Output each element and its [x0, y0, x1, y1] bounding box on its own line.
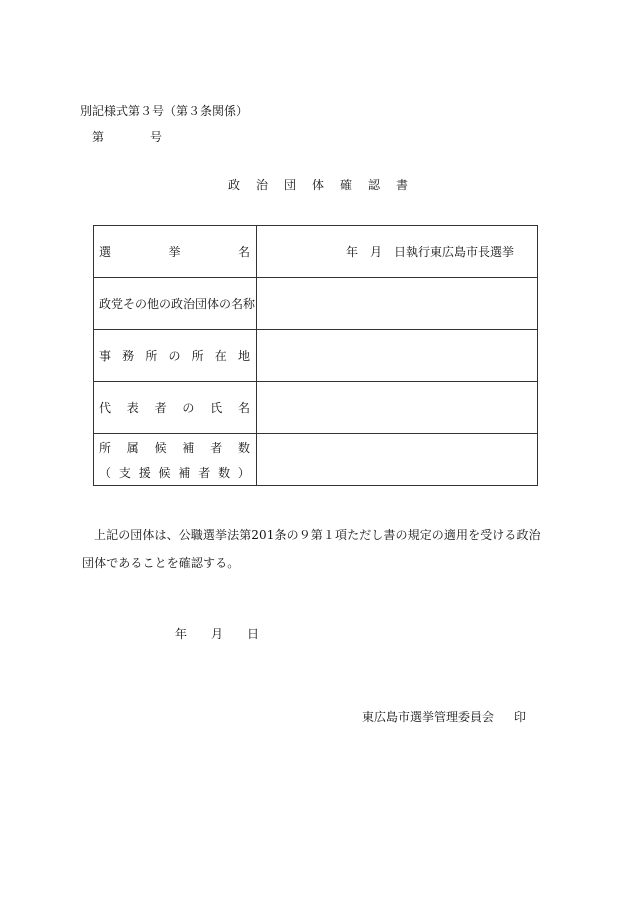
label-cell-election	[94, 226, 257, 278]
row-value-election: 年 月 日執行東広島市長選挙	[345, 245, 514, 259]
label-cell-representative	[94, 382, 257, 434]
label-char: 候	[158, 465, 171, 480]
label-char: 支	[118, 465, 131, 480]
label-char: 所	[145, 349, 158, 363]
date-line: 年 月 日	[175, 627, 260, 641]
confirmation-statement: 上記の団体は、公職選挙法第201条の９第１項ただし書の規定の適用を受ける政治団体であることを確認する。	[82, 528, 541, 570]
label-char: 挙	[168, 245, 181, 259]
label-char: 者	[154, 401, 167, 415]
label-stack-candidate-count	[94, 439, 256, 481]
table-row-org-name	[94, 278, 538, 330]
label-char: 数	[237, 440, 250, 455]
label-char: 務	[122, 349, 135, 363]
value-cell-representative	[257, 382, 538, 434]
value-cell-org-name	[257, 278, 538, 330]
confirmation-table	[93, 225, 538, 486]
doc-number-prefix: 第	[92, 130, 105, 144]
doc-number-suffix: 号	[150, 130, 163, 144]
value-cell-office-address	[257, 330, 538, 382]
label-cell-office-address	[94, 330, 257, 382]
label-char: の	[168, 349, 181, 363]
label-char: 表	[126, 401, 139, 415]
row-label-representative	[94, 399, 256, 416]
label-char: 所	[99, 440, 112, 455]
label-char: 代	[99, 401, 112, 415]
label-char: 者	[198, 465, 211, 480]
label-char: 所	[191, 349, 204, 363]
form-number: 別記様式第３号（第３条関係）	[80, 104, 249, 118]
label-cell-org-name	[94, 278, 257, 330]
row-label-support-count	[94, 464, 256, 481]
label-char: 事	[99, 349, 112, 363]
label-char: 名	[237, 245, 250, 259]
label-char: 選	[99, 245, 112, 259]
label-char: 在	[214, 349, 227, 363]
row-label-office-address	[94, 347, 256, 364]
document-title: 政治団体確認書	[228, 178, 425, 192]
table-row-representative	[94, 382, 538, 434]
label-char: 補	[178, 465, 191, 480]
label-char: 援	[138, 465, 151, 480]
table-row-candidate-count	[94, 434, 538, 486]
label-char: 氏	[210, 401, 223, 415]
value-cell-candidate-count	[257, 434, 538, 486]
label-char: 数	[218, 465, 231, 480]
label-char: （	[99, 465, 112, 480]
table-row-office-address	[94, 330, 538, 382]
label-char: 補	[182, 440, 195, 455]
label-char: ）	[237, 465, 250, 480]
seal-mark: 印	[514, 710, 527, 724]
label-char: 者	[210, 440, 223, 455]
table-row-election	[94, 226, 538, 278]
label-char: 属	[126, 440, 139, 455]
row-label-candidate-count	[94, 439, 256, 456]
label-char: の	[182, 401, 195, 415]
row-label-election	[94, 243, 256, 260]
label-char: 地	[237, 349, 250, 363]
row-label-org-name: 政党その他の政治団体の名称	[99, 297, 256, 311]
value-cell-election	[257, 226, 538, 278]
label-char: 名	[237, 401, 250, 415]
committee-name: 東広島市選挙管理委員会	[362, 710, 495, 724]
label-char: 候	[154, 440, 167, 455]
label-cell-candidate-count	[94, 434, 257, 486]
